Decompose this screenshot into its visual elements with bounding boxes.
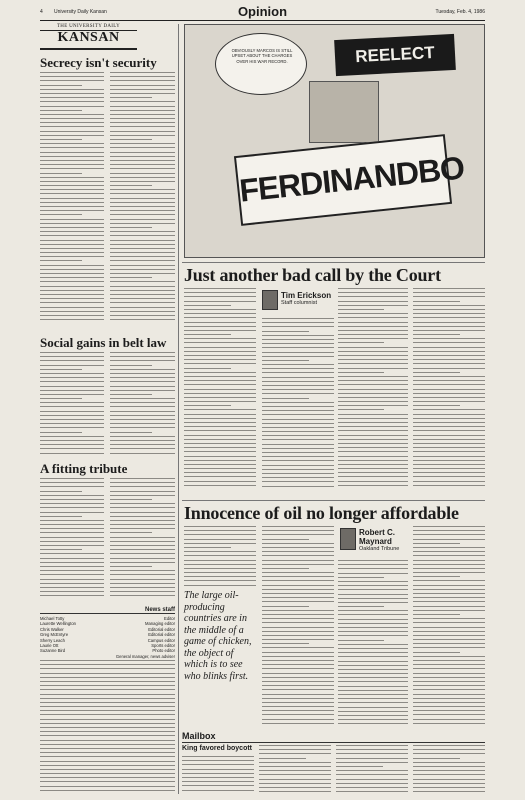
- staff-box-title: News staff: [40, 607, 175, 614]
- editorial-body-2b: [110, 352, 175, 458]
- cartoon-campaign-banner: FERDINANDBO: [234, 134, 452, 226]
- issue-date: Tuesday, Feb. 4, 1986: [435, 9, 485, 15]
- column-headline-1: Just another bad call by the Court: [184, 265, 441, 285]
- letter-body-a: [182, 756, 254, 794]
- letter-body-b: [259, 745, 331, 794]
- mailbox-rule: [182, 742, 485, 743]
- staff-box: [40, 607, 175, 659]
- editorial-body-2a: [40, 352, 104, 458]
- letter-body-c: [336, 745, 408, 794]
- columnist-photo: [340, 528, 356, 550]
- editorial-headline-2: Social gains in belt law: [40, 335, 167, 350]
- column-body-1d: [413, 288, 485, 496]
- masthead: THE UNIVERSITY DAILY KANSAN: [40, 24, 137, 45]
- staff-fine-print: [40, 660, 175, 794]
- pull-quote: The large oil-producing countries are in the middle of a game of chicken, the object of which is to see who blinks first.: [184, 590, 252, 682]
- staff-row: Laurette Wellington Managing editor: [40, 621, 175, 627]
- horizontal-rule: [182, 262, 485, 263]
- byline-1: Tim Erickson Staff columnist: [281, 291, 332, 306]
- staff-row: Greg McEntyre Editorial editor: [40, 632, 175, 638]
- section-title: Opinion: [237, 4, 288, 19]
- masthead-rule: [40, 48, 137, 50]
- columnist-photo: [262, 290, 278, 310]
- editorial-headline-3: A fitting tribute: [40, 461, 128, 476]
- staff-row: Laurie Ott Sports editor: [40, 642, 175, 648]
- column-headline-2: Innocence of oil no longer affordable: [184, 503, 459, 523]
- staff-row: Chris Walker Editorial editor: [40, 626, 175, 632]
- column-body-2c: [338, 560, 408, 726]
- letter-body-d: [413, 745, 485, 794]
- horizontal-rule: [182, 500, 485, 501]
- column-body-2b: [262, 526, 334, 726]
- staff-row: General manager, news adviser: [115, 653, 175, 659]
- cartoon-reelect-sign: REELECT: [334, 34, 456, 76]
- paper-name: University Daily Kansan: [54, 9, 107, 15]
- staff-row: Michael Totty Editor: [40, 616, 175, 621]
- column-body-1a: [184, 288, 256, 496]
- folio-rule: [40, 20, 485, 21]
- editorial-body-3b: [110, 478, 175, 602]
- staff-row: Sherry Leach Campus editor: [40, 637, 175, 643]
- cartoon-speech-bubble: OBVIOUSLY MARCOS IS STILL UPSET ABOUT THE CHARGES OVER HIS WAR RECORD.: [215, 33, 307, 95]
- editorial-body-1b: [110, 72, 175, 330]
- byline-2: Robert C. Maynard Oakland Tribune: [359, 528, 400, 552]
- mailbox-label: Mailbox: [182, 731, 216, 741]
- editorial-body-3a: [40, 478, 104, 602]
- cartoon-building: [309, 81, 379, 143]
- letter-headline: King favored boycott: [182, 745, 253, 752]
- editorial-cartoon: [184, 24, 485, 258]
- column-rule: [178, 24, 179, 794]
- folio-bar: [40, 4, 485, 19]
- page-number: 4: [40, 9, 43, 15]
- editorial-headline-1: Secrecy isn't security: [40, 55, 157, 70]
- editorial-body-1a: [40, 72, 104, 330]
- column-body-1b: [262, 318, 334, 496]
- column-body-1c: [338, 288, 408, 496]
- staff-row: Suzanne Bird Photo editor: [40, 648, 175, 654]
- column-body-2d: [413, 526, 485, 726]
